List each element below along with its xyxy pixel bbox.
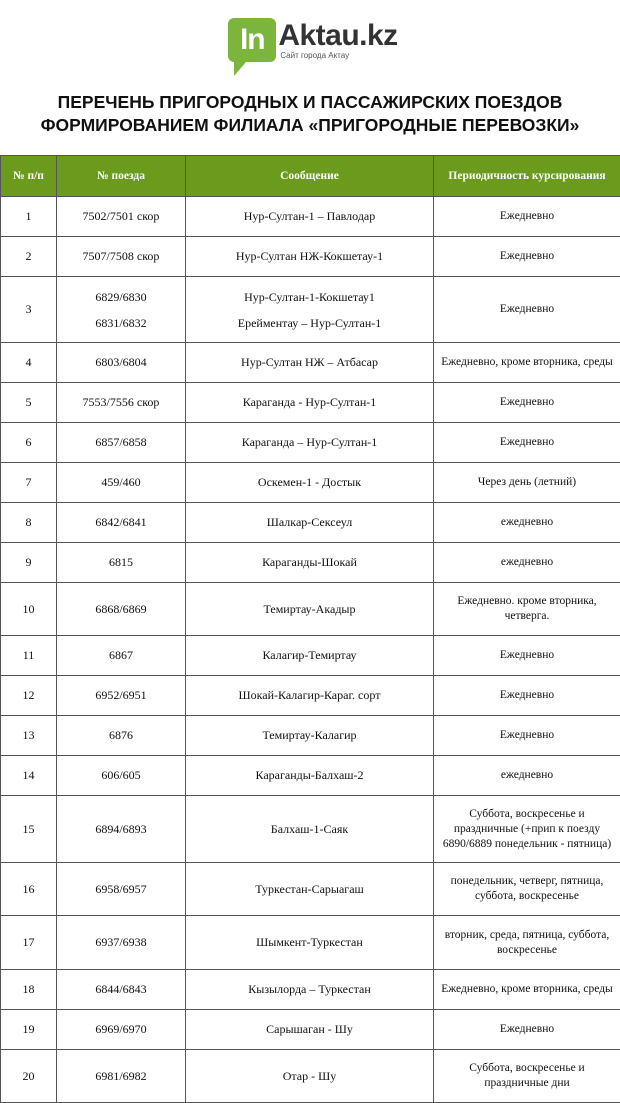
period-line: ежедневно [436,555,618,570]
period-cell [434,343,620,383]
train-number-cell [57,423,186,463]
row-number-cell: 15 [1,796,57,863]
route-line: Отар - Шу [188,1069,431,1084]
table-row [1,863,620,916]
row-number-cell: 2 [1,237,57,277]
train-schedule-table [0,155,620,1103]
period-cell [434,1010,620,1050]
row-number-cell: 1 [1,197,57,237]
route-cell [186,583,434,636]
train-number-cell [57,543,186,583]
table-header-row [1,156,620,197]
route-line: Кызылорда – Туркестан [188,982,431,997]
train-number-line: 6803/6804 [59,355,183,370]
route-line: Шымкент-Туркестан [188,935,431,950]
route-cell [186,676,434,716]
train-number-line: 6981/6982 [59,1069,183,1084]
route-line: Нур-Султан НЖ – Атбасар [188,355,431,370]
page-title-line-2: ФОРМИРОВАНИЕМ ФИЛИАЛА «ПРИГОРОДНЫЕ ПЕРЕВОЗКИ» [0,114,620,137]
route-cell [186,383,434,423]
train-number-cell [57,676,186,716]
train-number-cell [57,970,186,1010]
period-cell [434,197,620,237]
train-number-line: 7553/7556 скор [59,395,183,410]
route-line: Ерейментау – Нур-Султан-1 [188,310,431,336]
period-line: Суббота, воскресенье и [436,807,618,822]
route-cell [186,543,434,583]
train-number-line: 6815 [59,555,183,570]
table-row [1,636,620,676]
period-cell [434,423,620,463]
route-cell [186,503,434,543]
route-line: Туркестан-Сарыагаш [188,882,431,897]
route-cell [186,343,434,383]
train-number-line: 7507/7508 скор [59,249,183,264]
header-route: Сообщение [186,156,434,197]
route-line: Караганды-Балхаш-2 [188,768,431,783]
row-number-cell: 4 [1,343,57,383]
train-number-line: 6842/6841 [59,515,183,530]
period-cell [434,543,620,583]
site-logo[interactable] [0,0,620,82]
period-line: Ежедневно [436,1022,618,1037]
period-line: Ежедневно, кроме вторника, среды [436,982,618,997]
period-cell [434,863,620,916]
route-cell [186,1010,434,1050]
period-line: четверга. [436,609,618,624]
logo-badge-text: In [240,25,265,55]
table-row [1,343,620,383]
train-number-line: 6868/6869 [59,602,183,617]
train-number-cell [57,343,186,383]
route-cell [186,636,434,676]
table-row [1,237,620,277]
train-number-line: 6952/6951 [59,688,183,703]
table-row [1,1010,620,1050]
page-title [0,91,620,143]
train-number-line: 6876 [59,728,183,743]
table-row [1,970,620,1010]
train-number-line: 6958/6957 [59,882,183,897]
train-number-cell [57,1010,186,1050]
train-number-line: 6894/6893 [59,822,183,837]
table-row [1,1050,620,1103]
period-cell [434,583,620,636]
route-line: Нур-Султан-1 – Павлодар [188,209,431,224]
header-number: № п/п [1,156,57,197]
period-cell [434,1050,620,1103]
period-line: 6890/6889 понедельник - пятница) [436,837,618,852]
route-cell [186,197,434,237]
row-number-cell: 8 [1,503,57,543]
table-row [1,423,620,463]
period-line: Суббота, воскресенье и [436,1061,618,1076]
period-line: Ежедневно. кроме вторника, [436,594,618,609]
row-number-cell: 13 [1,716,57,756]
route-line: Караганда - Нур-Султан-1 [188,395,431,410]
train-number-cell [57,503,186,543]
page-title-line-1: ПЕРЕЧЕНЬ ПРИГОРОДНЫХ И ПАССАЖИРСКИХ ПОЕЗДОВ [0,91,620,114]
row-number-cell: 12 [1,676,57,716]
period-line: Ежедневно [436,728,618,743]
route-cell [186,1050,434,1103]
train-number-line: 6844/6843 [59,982,183,997]
period-line: суббота, воскресенье [436,889,618,904]
period-line: ежедневно [436,768,618,783]
row-number-cell: 5 [1,383,57,423]
period-line: Ежедневно [436,249,618,264]
period-line: Ежедневно [436,209,618,224]
route-line: Оскемен-1 - Достык [188,475,431,490]
table-row [1,676,620,716]
row-number-cell: 11 [1,636,57,676]
row-number-cell: 3 [1,277,57,343]
period-line: воскресенье [436,943,618,958]
period-line: праздничные дни [436,1076,618,1091]
period-cell [434,503,620,543]
period-cell [434,463,620,503]
train-number-line: 7502/7501 скор [59,209,183,224]
period-cell [434,277,620,343]
route-line: Нур-Султан НЖ-Кокшетау-1 [188,249,431,264]
period-cell [434,383,620,423]
train-number-line: 6937/6938 [59,935,183,950]
period-cell [434,796,620,863]
header-train: № поезда [57,156,186,197]
train-number-cell [57,863,186,916]
train-number-cell [57,1050,186,1103]
period-line: ежедневно [436,515,618,530]
period-cell [434,237,620,277]
period-line: Через день (летний) [436,475,618,490]
table-row [1,916,620,970]
route-cell [186,237,434,277]
table-row [1,277,620,343]
period-cell [434,756,620,796]
train-number-line: 6969/6970 [59,1022,183,1037]
period-line: праздничные (+прип к поезду [436,822,618,837]
logo-tagline: Сайт города Актау [280,51,397,60]
train-number-cell [57,716,186,756]
route-line: Калагир-Темиртау [188,648,431,663]
row-number-cell: 10 [1,583,57,636]
train-number-cell [57,197,186,237]
period-line: вторник, среда, пятница, суббота, [436,928,618,943]
route-cell [186,970,434,1010]
train-number-cell [57,237,186,277]
row-number-cell: 16 [1,863,57,916]
table-row [1,583,620,636]
route-cell [186,756,434,796]
row-number-cell: 20 [1,1050,57,1103]
period-cell [434,636,620,676]
table-row [1,383,620,423]
route-line: Караганды-Шокай [188,555,431,570]
train-number-cell [57,583,186,636]
header-period: Периодичность курсирования [434,156,620,197]
train-number-cell [57,916,186,970]
route-line: Темиртау-Калагир [188,728,431,743]
table-row [1,796,620,863]
route-line: Шалкар-Сексеул [188,515,431,530]
logo-badge [228,18,276,62]
table-row [1,197,620,237]
train-number-cell [57,383,186,423]
period-line: Ежедневно [436,648,618,663]
route-cell [186,863,434,916]
train-number-line: 6867 [59,648,183,663]
row-number-cell: 18 [1,970,57,1010]
route-cell [186,916,434,970]
period-cell [434,970,620,1010]
train-number-line: 6857/6858 [59,435,183,450]
row-number-cell: 14 [1,756,57,796]
table-row [1,543,620,583]
row-number-cell: 19 [1,1010,57,1050]
route-line: Темиртау-Акадыр [188,602,431,617]
route-line: Балхаш-1-Саяк [188,822,431,837]
route-cell [186,463,434,503]
table-row [1,503,620,543]
logo-name: Aktau.kz [278,18,397,54]
route-line: Караганда – Нур-Султан-1 [188,435,431,450]
period-cell [434,916,620,970]
period-line: Ежедневно [436,688,618,703]
row-number-cell: 9 [1,543,57,583]
period-line: Ежедневно [436,435,618,450]
table-row [1,463,620,503]
route-line: Нур-Султан-1-Кокшетау1 [188,284,431,310]
train-number-line: 606/605 [59,768,183,783]
row-number-cell: 17 [1,916,57,970]
period-line: Ежедневно, кроме вторника, среды [436,355,618,370]
period-cell [434,676,620,716]
row-number-cell: 6 [1,423,57,463]
route-cell [186,277,434,343]
train-number-cell [57,277,186,343]
train-number-line: 6831/6832 [59,310,183,336]
route-cell [186,423,434,463]
period-line: Ежедневно [436,302,618,317]
period-line: понедельник, четверг, пятница, [436,874,618,889]
train-number-cell [57,636,186,676]
table-row [1,756,620,796]
period-line: Ежедневно [436,395,618,410]
route-cell [186,796,434,863]
train-number-line: 459/460 [59,475,183,490]
route-line: Шокай-Калагир-Караг. сорт [188,688,431,703]
row-number-cell: 7 [1,463,57,503]
train-number-cell [57,796,186,863]
route-cell [186,716,434,756]
train-number-line: 6829/6830 [59,284,183,310]
table-row [1,716,620,756]
route-line: Сарышаган - Шу [188,1022,431,1037]
train-number-cell [57,463,186,503]
period-cell [434,716,620,756]
train-number-cell [57,756,186,796]
